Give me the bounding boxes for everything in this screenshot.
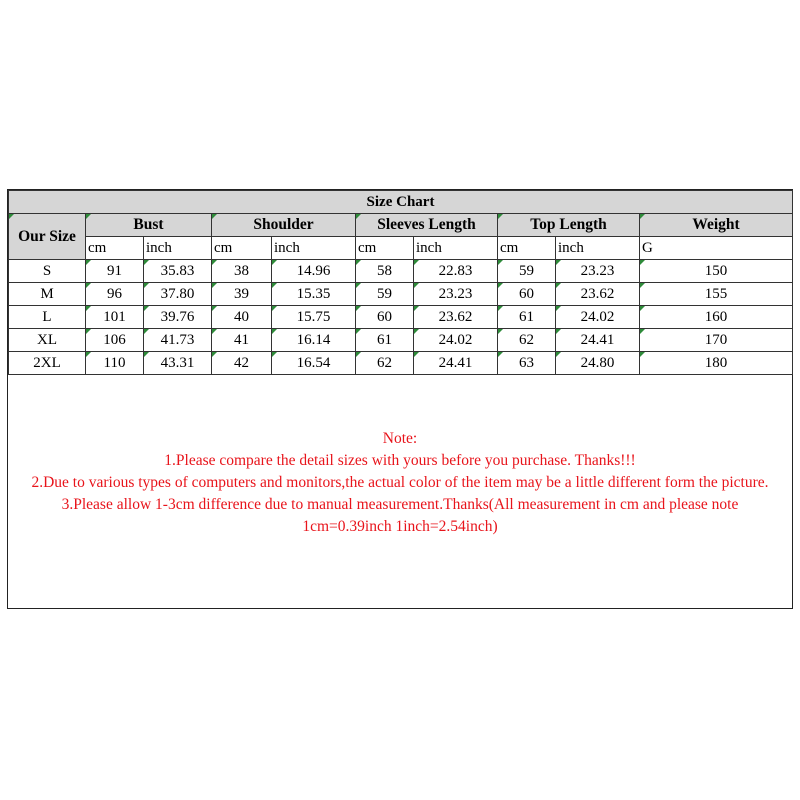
table-cell: 43.31 — [144, 352, 212, 375]
table-cell: 35.83 — [144, 260, 212, 283]
table-cell: 23.62 — [556, 283, 640, 306]
table-cell: 23.62 — [414, 306, 498, 329]
size-chart-table — [8, 190, 793, 375]
table-cell: 24.02 — [556, 306, 640, 329]
table-row — [9, 283, 793, 306]
table-cell: 101 — [86, 306, 144, 329]
unit-label: inch — [556, 237, 640, 260]
table-cell: 24.02 — [414, 329, 498, 352]
unit-label: cm — [498, 237, 556, 260]
table-cell: 180 — [640, 352, 793, 375]
table-cell: 62 — [498, 329, 556, 352]
table-cell: 24.80 — [556, 352, 640, 375]
size-label: XL — [9, 329, 86, 352]
table-cell: 41 — [212, 329, 272, 352]
unit-label: cm — [356, 237, 414, 260]
unit-label: inch — [272, 237, 356, 260]
unit-label: cm — [212, 237, 272, 260]
note-line-1: 1.Please compare the detail sizes with yours before you purchase. Thanks!!! — [164, 452, 636, 469]
size-chart-sheet — [7, 189, 793, 609]
size-label: S — [9, 260, 86, 283]
table-cell: 160 — [640, 306, 793, 329]
size-label: L — [9, 306, 86, 329]
table-cell: 37.80 — [144, 283, 212, 306]
table-row — [9, 260, 793, 283]
table-cell: 58 — [356, 260, 414, 283]
notes-heading: Note: — [382, 430, 418, 447]
table-cell: 24.41 — [414, 352, 498, 375]
table-cell: 170 — [640, 329, 793, 352]
table-row — [9, 306, 793, 329]
table-row — [9, 352, 793, 375]
note-line-2: 2.Due to various types of computers and monitors,the actual color of the item may be a little different form the picture. — [31, 474, 769, 491]
unit-label: inch — [414, 237, 498, 260]
table-cell: 60 — [356, 306, 414, 329]
size-label: 2XL — [9, 352, 86, 375]
table-cell: 38 — [212, 260, 272, 283]
table-cell: 39.76 — [144, 306, 212, 329]
unit-label: cm — [86, 237, 144, 260]
table-cell: 96 — [86, 283, 144, 306]
table-cell: 150 — [640, 260, 793, 283]
our-size-header: Our Size — [9, 214, 86, 260]
table-cell: 24.41 — [556, 329, 640, 352]
table-cell: 42 — [212, 352, 272, 375]
group-header-top-length: Top Length — [498, 214, 640, 237]
table-cell: 110 — [86, 352, 144, 375]
table-cell: 39 — [212, 283, 272, 306]
table-cell: 41.73 — [144, 329, 212, 352]
table-cell: 59 — [498, 260, 556, 283]
unit-label: G — [640, 237, 793, 260]
group-header-bust: Bust — [86, 214, 212, 237]
table-cell: 40 — [212, 306, 272, 329]
notes-section — [8, 428, 792, 538]
table-cell: 23.23 — [556, 260, 640, 283]
table-cell: 15.35 — [272, 283, 356, 306]
unit-label: inch — [144, 237, 212, 260]
chart-title: Size Chart — [9, 191, 793, 214]
table-cell: 60 — [498, 283, 556, 306]
group-header-weight: Weight — [640, 214, 793, 237]
size-label: M — [9, 283, 86, 306]
table-cell: 16.14 — [272, 329, 356, 352]
table-row — [9, 329, 793, 352]
table-cell: 22.83 — [414, 260, 498, 283]
table-cell: 62 — [356, 352, 414, 375]
table-cell: 61 — [356, 329, 414, 352]
group-header-sleeves-length: Sleeves Length — [356, 214, 498, 237]
group-header-shoulder: Shoulder — [212, 214, 356, 237]
table-cell: 91 — [86, 260, 144, 283]
table-cell: 14.96 — [272, 260, 356, 283]
note-line-3: 3.Please allow 1-3cm difference due to manual measurement.Thanks(All measurement in cm and please note 1cm=0.39inch 1inch=2.54inch) — [61, 496, 739, 535]
table-cell: 63 — [498, 352, 556, 375]
table-cell: 61 — [498, 306, 556, 329]
table-cell: 59 — [356, 283, 414, 306]
table-cell: 155 — [640, 283, 793, 306]
table-cell: 16.54 — [272, 352, 356, 375]
table-cell: 23.23 — [414, 283, 498, 306]
table-cell: 15.75 — [272, 306, 356, 329]
table-cell: 106 — [86, 329, 144, 352]
